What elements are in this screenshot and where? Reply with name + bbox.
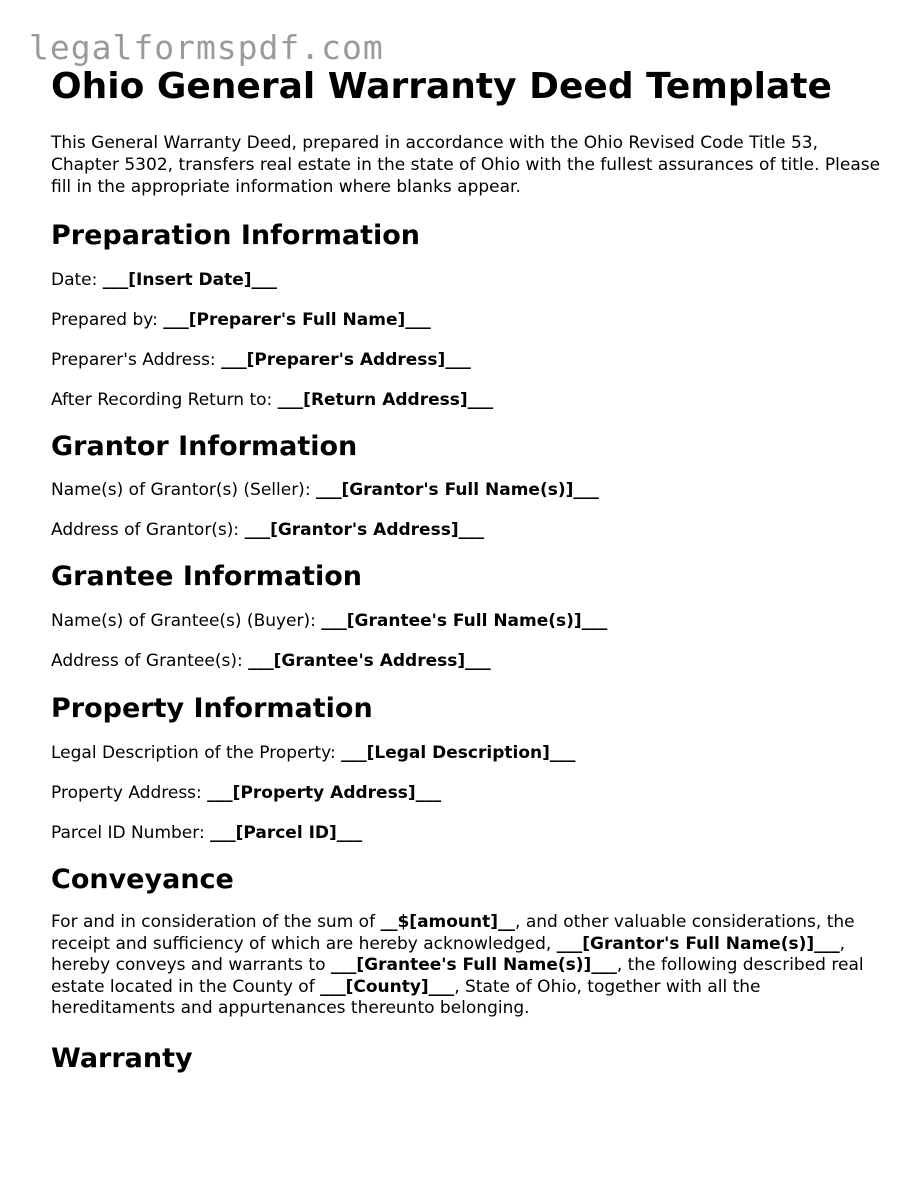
date-field (51, 269, 881, 291)
conveyance-text-5: , State of Ohio, together with all the hereditaments and appurtenances thereunto belonging. (51, 976, 761, 1018)
date-label: Date: (51, 270, 103, 290)
grantor-name-blank[interactable]: ___[Grantor's Full Name(s)]___ (315, 480, 599, 500)
intro-paragraph: This General Warranty Deed, prepared in accordance with the Ohio Revised Code Title 53, Chapter 5302, transfers real estate in the state of Ohio with the fullest assurances of title. Please fill in the appropriate information where blanks appear. (51, 133, 881, 197)
conveyance-text-3: , hereby conveys and warrants to (51, 933, 846, 975)
property-address-field (51, 782, 881, 804)
document (51, 62, 881, 1076)
grantor-address-label: Address of Grantor(s): (51, 520, 245, 540)
legal-description-blank[interactable]: ___[Legal Description]___ (341, 743, 576, 763)
prepared-by-label: Prepared by: (51, 310, 164, 330)
return-address-label: After Recording Return to: (51, 390, 278, 410)
grantee-name-label: Name(s) of Grantee(s) (Buyer): (51, 611, 322, 631)
property-address-label: Property Address: (51, 783, 208, 803)
preparation-heading: Preparation Information (51, 220, 420, 251)
grantor-heading: Grantor Information (51, 431, 358, 462)
return-address-blank[interactable]: ___[Return Address]___ (277, 390, 494, 410)
conveyance-grantor-blank[interactable]: ___[Grantor's Full Name(s)]___ (556, 933, 840, 954)
parcel-id-field (51, 822, 881, 844)
grantee-heading: Grantee Information (51, 561, 363, 592)
prepared-by-field (51, 309, 881, 331)
legal-description-label: Legal Description of the Property: (51, 743, 342, 763)
property-heading: Property Information (51, 693, 373, 724)
conveyance-text-2: , and other valuable considerations, the receipt and sufficiency of which are hereby acknowledged, (51, 912, 855, 954)
prepared-by-blank[interactable]: ___[Preparer's Full Name]___ (163, 310, 431, 330)
grantor-address-field (51, 519, 881, 541)
grantee-name-field (51, 610, 881, 632)
watermark: legalformspdf.com (29, 28, 384, 67)
grantee-address-label: Address of Grantee(s): (51, 651, 249, 671)
conveyance-paragraph (51, 912, 881, 1020)
grantor-name-field (51, 479, 881, 501)
legal-description-field (51, 742, 881, 764)
conveyance-heading: Conveyance (51, 864, 234, 895)
grantor-address-blank[interactable]: ___[Grantor's Address]___ (244, 520, 485, 540)
warranty-heading: Warranty (51, 1042, 193, 1074)
county-blank[interactable]: ___[County]___ (320, 976, 455, 997)
preparer-address-field (51, 349, 881, 371)
amount-blank[interactable]: __$[amount]__ (380, 912, 516, 932)
conveyance-grantee-blank[interactable]: ___[Grantee's Full Name(s)]___ (330, 955, 617, 975)
grantee-name-blank[interactable]: ___[Grantee's Full Name(s)]___ (321, 611, 608, 631)
page-title: Ohio General Warranty Deed Template (51, 66, 832, 107)
return-address-field (51, 389, 881, 411)
property-address-blank[interactable]: ___[Property Address]___ (207, 783, 442, 803)
conveyance-text-4: , the following described real estate located in the County of (51, 955, 864, 997)
grantor-name-label: Name(s) of Grantor(s) (Seller): (51, 480, 316, 500)
grantee-address-blank[interactable]: ___[Grantee's Address]___ (248, 651, 491, 671)
parcel-id-blank[interactable]: ___[Parcel ID]___ (210, 823, 363, 843)
preparer-address-blank[interactable]: ___[Preparer's Address]___ (221, 350, 471, 370)
date-blank[interactable]: ___[Insert Date]___ (102, 270, 278, 290)
parcel-id-label: Parcel ID Number: (51, 823, 211, 843)
preparer-address-label: Preparer's Address: (51, 350, 222, 370)
grantee-address-field (51, 650, 881, 672)
conveyance-text-1: For and in consideration of the sum of (51, 912, 381, 932)
